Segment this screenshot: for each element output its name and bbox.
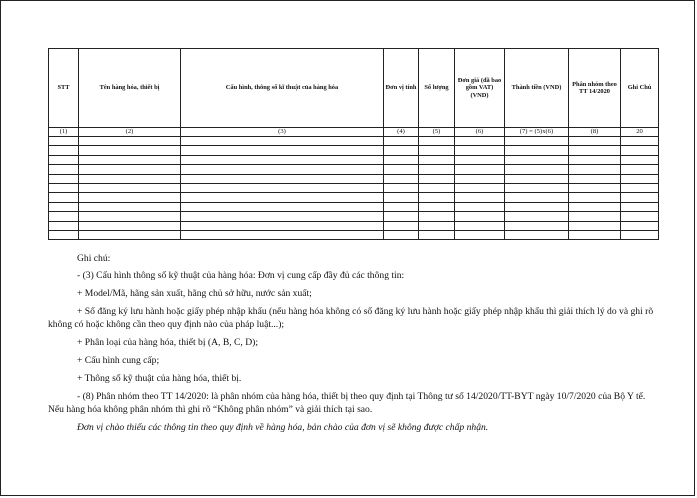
table-cell <box>49 193 79 202</box>
header-product-name: Tên hàng hóa, thiết bị <box>79 49 181 128</box>
header-total: Thành tiền (VND) <box>505 49 569 128</box>
table-cell <box>569 230 621 239</box>
table-row <box>49 202 659 211</box>
table-cell <box>419 155 455 164</box>
table-cell <box>621 165 659 174</box>
table-cell <box>505 174 569 183</box>
header-notes: Ghi Chú <box>621 49 659 128</box>
table-cell <box>455 165 505 174</box>
table-row <box>49 230 659 239</box>
table-cell <box>505 212 569 221</box>
table-row <box>49 221 659 230</box>
column-number: (5) <box>419 128 455 137</box>
table-cell <box>505 221 569 230</box>
table-cell <box>455 193 505 202</box>
header-specification: Cấu hình, thông số kĩ thuật của hàng hóa <box>181 49 384 128</box>
table-cell <box>455 230 505 239</box>
table-cell <box>79 137 181 146</box>
note-model-manufacturer: + Model/Mã, hãng sản xuất, hãng chủ sở hữu, nước sản xuất; <box>77 288 312 299</box>
table-row <box>49 146 659 155</box>
table-row <box>49 212 659 221</box>
table-row <box>49 183 659 192</box>
table-cell <box>505 155 569 164</box>
header-group: Phân nhóm theo TT 14/2020 <box>569 49 621 128</box>
note-configuration: + Cấu hình cung cấp; <box>77 355 160 366</box>
table-cell <box>505 202 569 211</box>
table-cell <box>79 193 181 202</box>
table-cell <box>621 146 659 155</box>
table-cell <box>181 165 384 174</box>
notes-heading: Ghi chú: <box>77 253 111 264</box>
table-cell <box>621 174 659 183</box>
table-cell <box>569 137 621 146</box>
table-cell <box>419 193 455 202</box>
table-row <box>49 193 659 202</box>
table-cell <box>384 230 419 239</box>
quotation-table <box>48 48 659 240</box>
table-cell <box>384 212 419 221</box>
table-cell <box>181 212 384 221</box>
table-cell <box>455 212 505 221</box>
table-cell <box>621 155 659 164</box>
table-cell <box>569 221 621 230</box>
table-cell <box>621 230 659 239</box>
column-number: 20 <box>621 128 659 137</box>
table-cell <box>49 137 79 146</box>
column-number: (2) <box>79 128 181 137</box>
table-cell <box>384 193 419 202</box>
table-cell <box>419 230 455 239</box>
table-row <box>49 165 659 174</box>
column-number: (6) <box>455 128 505 137</box>
table-cell <box>181 137 384 146</box>
table-body <box>49 137 659 240</box>
table-cell <box>181 221 384 230</box>
column-number: (3) <box>181 128 384 137</box>
table-cell <box>79 230 181 239</box>
closing-statement: Đơn vị chào thiếu các thông tin theo quy định về hàng hóa, bản chào của đơn vị sẽ không được chấp nhận. <box>77 422 489 433</box>
table-cell <box>49 221 79 230</box>
table-cell <box>79 174 181 183</box>
column-number: (7) = (5)x(6) <box>505 128 569 137</box>
notes-section <box>48 252 660 439</box>
table-cell <box>181 146 384 155</box>
table-cell <box>455 183 505 192</box>
table-cell <box>384 165 419 174</box>
table-cell <box>455 202 505 211</box>
table-cell <box>569 202 621 211</box>
table-cell <box>621 212 659 221</box>
header-unit-price: Đơn giá (đã bao gồm VAT) (VND) <box>455 49 505 128</box>
column-number: (4) <box>384 128 419 137</box>
table-row <box>49 155 659 164</box>
table-cell <box>79 202 181 211</box>
table-cell <box>49 212 79 221</box>
table-cell <box>621 221 659 230</box>
table-cell <box>49 174 79 183</box>
table-row <box>49 137 659 146</box>
table-cell <box>49 155 79 164</box>
table-cell <box>181 202 384 211</box>
table-cell <box>419 202 455 211</box>
column-number: (1) <box>49 128 79 137</box>
table-cell <box>79 221 181 230</box>
table-cell <box>505 146 569 155</box>
table-cell <box>455 174 505 183</box>
table-cell <box>79 155 181 164</box>
note-group-classification: - (8) Phân nhóm theo TT 14/2020: là phân nhóm của hàng hóa, thiết bị theo quy định tại Thông tư số 14/2020/TT-BYT ngày 10/7/2020 của Bộ Y tế. Nếu hàng hóa không phân nhóm thì ghi rõ “Không phân nhóm” và giải thích tại sao. <box>48 391 646 415</box>
header-quantity: Số lượng <box>419 49 455 128</box>
table-cell <box>505 230 569 239</box>
table-cell <box>384 202 419 211</box>
table-header-row <box>49 49 659 128</box>
table-cell <box>621 193 659 202</box>
table-cell <box>569 146 621 155</box>
table-cell <box>505 193 569 202</box>
table-cell <box>419 221 455 230</box>
table-row <box>49 174 659 183</box>
table-cell <box>49 202 79 211</box>
table-cell <box>455 221 505 230</box>
table-cell <box>419 137 455 146</box>
note-classification: + Phân loại của hàng hóa, thiết bị (A, B, C, D); <box>77 337 258 348</box>
table-cell <box>384 221 419 230</box>
note-spec-requirement: - (3) Cấu hình thông số kỹ thuật của hàng hóa: Đơn vị cung cấp đầy đủ các thông tin: <box>77 270 405 281</box>
column-number: (8) <box>569 128 621 137</box>
table-cell <box>49 230 79 239</box>
header-stt: STT <box>49 49 79 128</box>
table-cell <box>455 155 505 164</box>
table-cell <box>505 183 569 192</box>
table-cell <box>419 146 455 155</box>
table-cell <box>79 146 181 155</box>
table-cell <box>621 183 659 192</box>
table-cell <box>79 212 181 221</box>
table-cell <box>384 137 419 146</box>
table-cell <box>505 165 569 174</box>
table-cell <box>181 174 384 183</box>
table-cell <box>569 174 621 183</box>
table-cell <box>384 183 419 192</box>
note-registration-license: + Số đăng ký lưu hành hoặc giấy phép nhập khẩu (nếu hàng hóa không có số đăng ký lưu hành hoặc giấy phép nhập khẩu thì giải thích lý do và ghi rõ không có hoặc không cần theo quy định nào của pháp luật...); <box>48 306 654 330</box>
header-unit: Đơn vị tính <box>384 49 419 128</box>
table-cell <box>181 193 384 202</box>
table-cell <box>569 165 621 174</box>
table-cell <box>621 202 659 211</box>
table-cell <box>181 230 384 239</box>
table-cell <box>384 174 419 183</box>
table-cell <box>181 155 384 164</box>
table-cell <box>384 155 419 164</box>
table-cell <box>569 183 621 192</box>
note-technical-specs: + Thông số kỹ thuật của hàng hóa, thiết bị. <box>77 373 242 384</box>
table-cell <box>419 165 455 174</box>
table-cell <box>569 193 621 202</box>
table-cell <box>569 212 621 221</box>
table-cell <box>569 155 621 164</box>
table-cell <box>79 165 181 174</box>
table-cell <box>621 137 659 146</box>
table-cell <box>49 146 79 155</box>
table-cell <box>181 183 384 192</box>
table-cell <box>455 146 505 155</box>
table-cell <box>49 183 79 192</box>
table-cell <box>49 165 79 174</box>
table-cell <box>455 137 505 146</box>
column-number-row <box>49 128 659 137</box>
table-cell <box>505 137 569 146</box>
table-cell <box>79 183 181 192</box>
table-cell <box>384 146 419 155</box>
table-cell <box>419 212 455 221</box>
table-cell <box>419 174 455 183</box>
table-cell <box>419 183 455 192</box>
